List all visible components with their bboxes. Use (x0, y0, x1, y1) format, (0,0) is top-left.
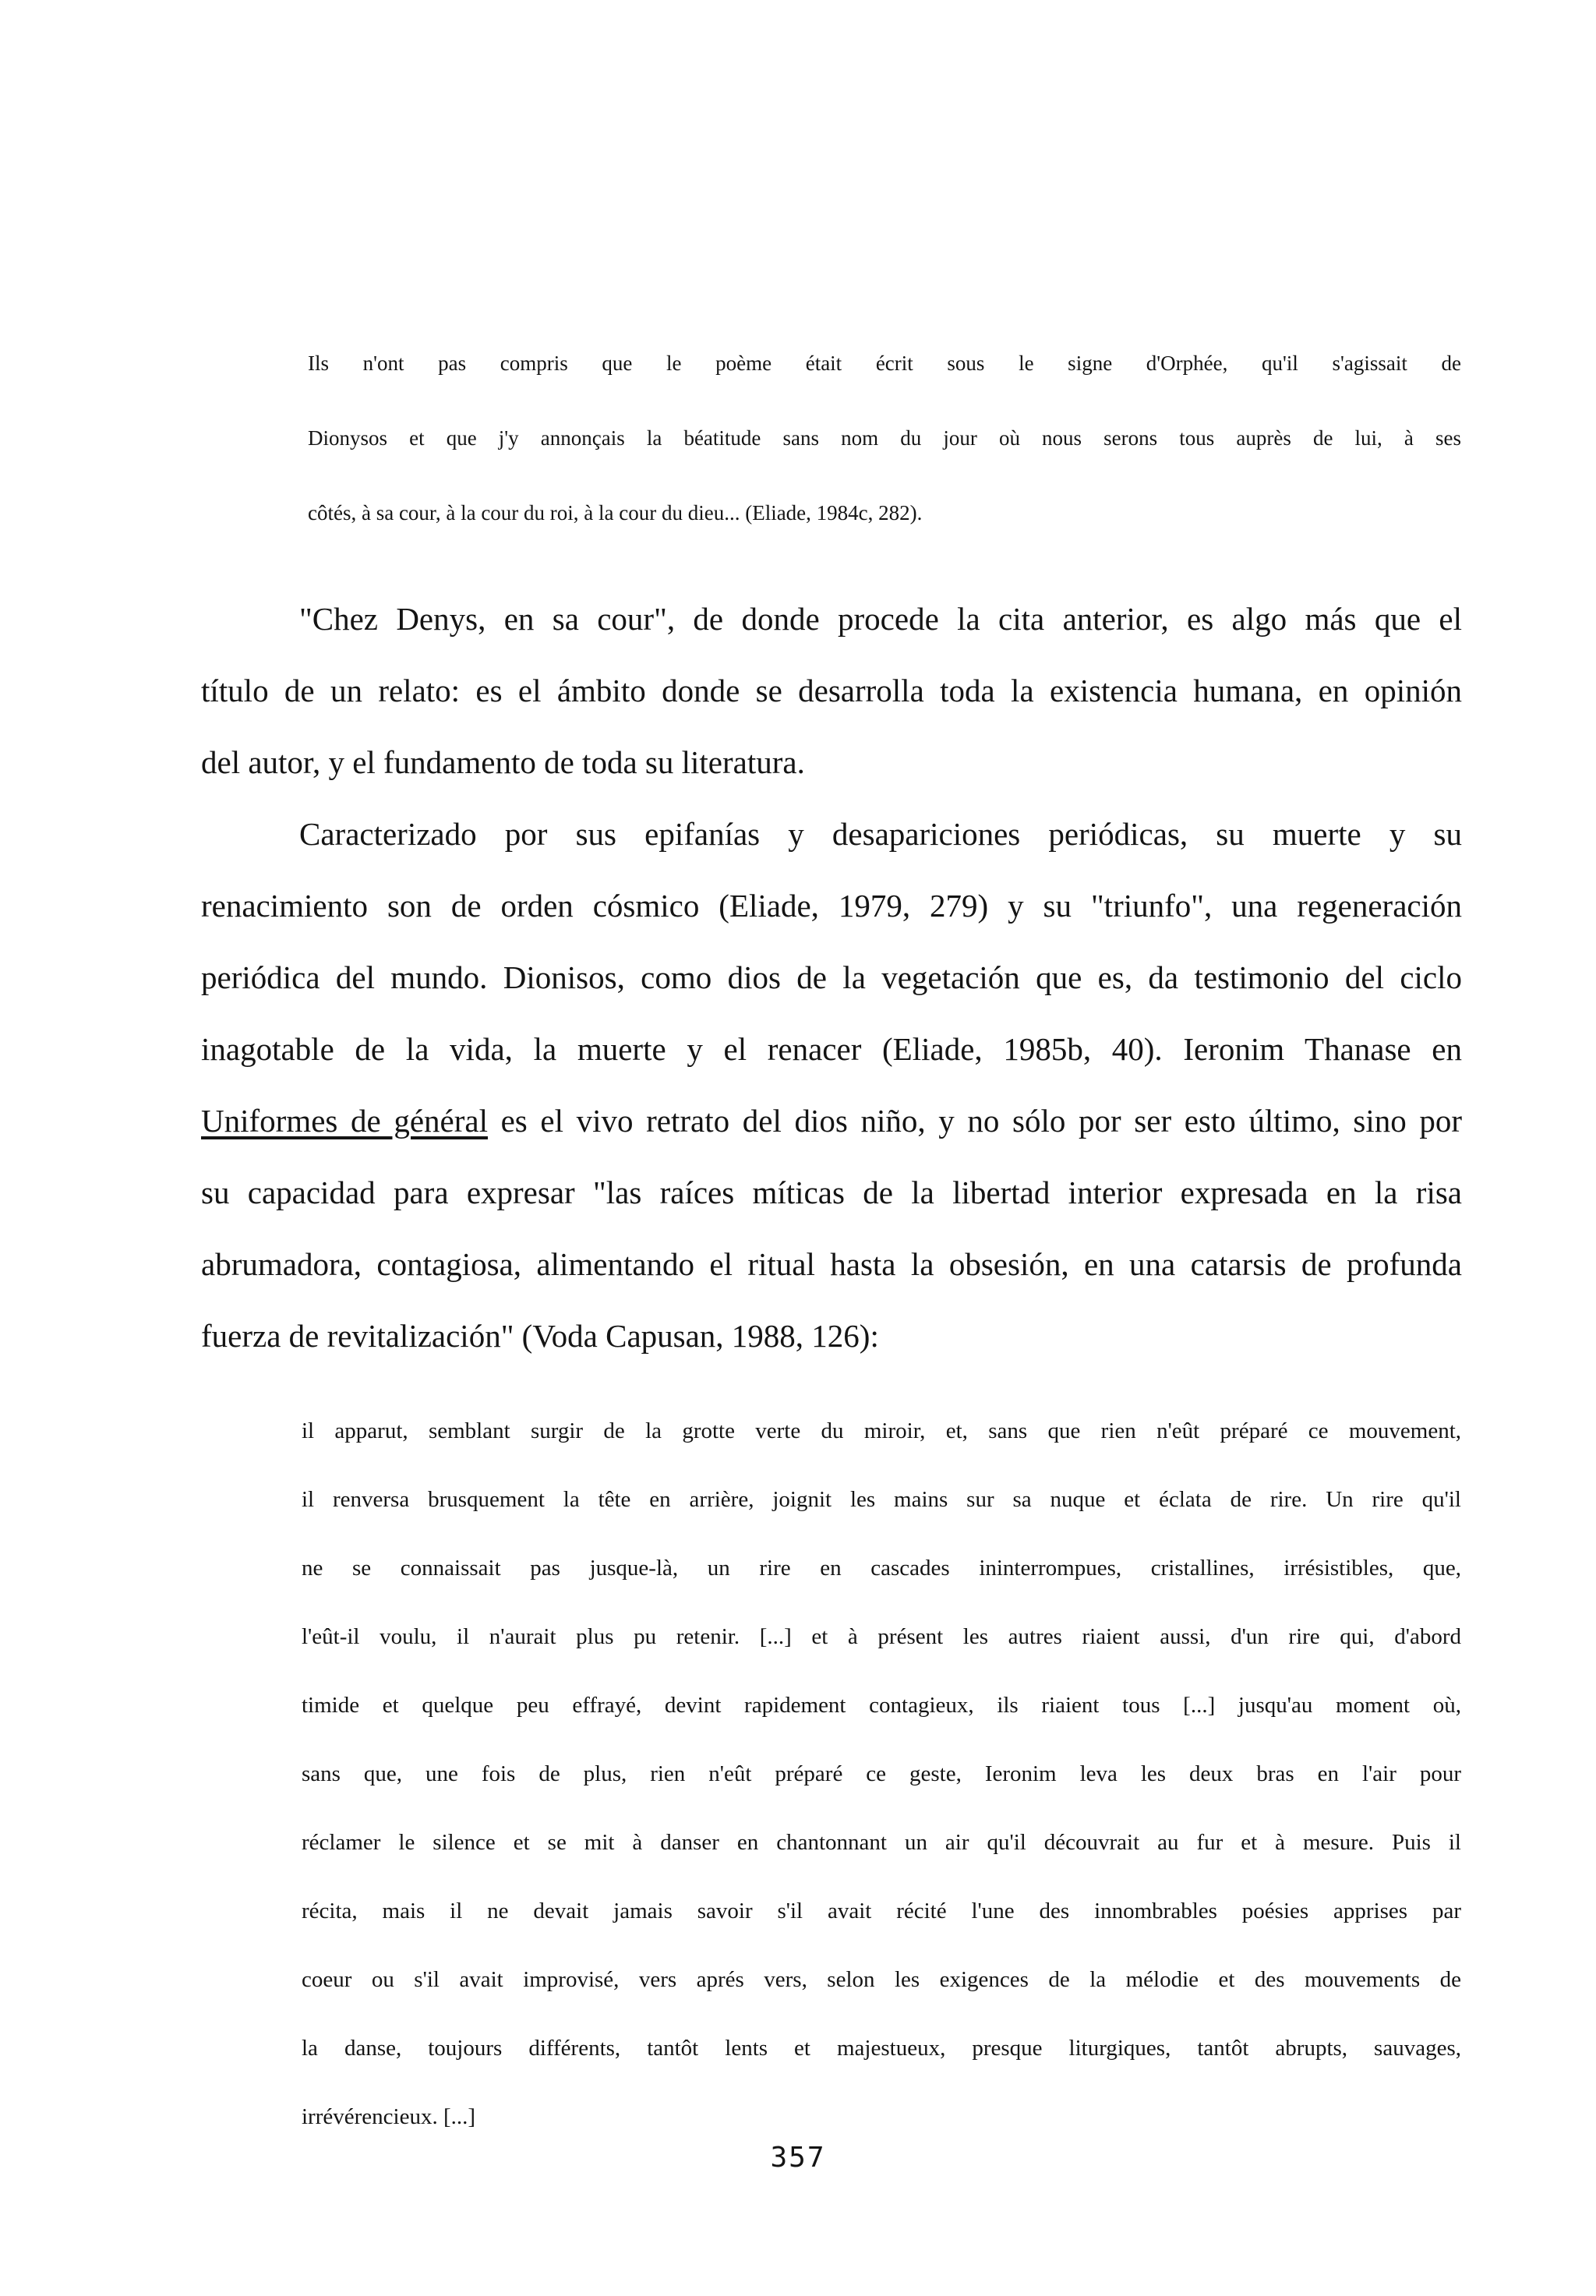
paragraph-1-line: del autor, y el fundamento de toda su literatura. (201, 744, 805, 780)
paragraph-2-line: Caracterizado por sus epifanías y desapariciones periódicas, su muerte y su (299, 816, 1462, 852)
quote-line: Ils n'ont pas compris que le poème était écrit sous le signe d'Orphée, qu'il s'agissait de (308, 351, 1461, 375)
quote-line: la danse, toujours différents, tantôt lents et majestueux, presque liturgiques, tantôt abrupts, sauvages, (302, 2036, 1461, 2061)
paragraph-2-line: periódica del mundo. Dionisos, como dios de la vegetación que es, da testimonio del ciclo (201, 959, 1462, 995)
quote-line: sans que, une fois de plus, rien n'eût préparé ce geste, Ieronim leva les deux bras en l'air pour (302, 1761, 1461, 1786)
book-title: Uniformes de général (201, 1103, 488, 1139)
page-number: 357 (770, 2142, 826, 2174)
paragraph-2-line: su capacidad para expresar "las raíces míticas de la libertad interior expresada en la risa (201, 1174, 1462, 1210)
quote-line: réclamer le silence et se mit à danser en chantonnant un air qu'il découvrait au fur et à mesure. Puis il (302, 1830, 1461, 1855)
paragraph-2-line: abrumadora, contagiosa, alimentando el ritual hasta la obsesión, en una catarsis de profunda (201, 1246, 1462, 1282)
quote-line: coeur ou s'il avait improvisé, vers aprés vers, selon les exigences de la mélodie et des mouvements de (302, 1967, 1461, 1992)
quote-line: côtés, à sa cour, à la cour du roi, à la cour du dieu... (Eliade, 1984c, 282). (308, 501, 923, 525)
paragraph-2-line-rest: es el vivo retrato del dios niño, y no sólo por ser esto último, sino por (487, 1103, 1462, 1139)
block-quote-orphee (308, 326, 1461, 550)
quote-line: irrévérencieux. [...] (302, 2104, 476, 2129)
paragraph-2-line (201, 1085, 1462, 1157)
quote-line: il renversa brusquement la tête en arrière, joignit les mains sur sa nuque et éclata de rire. Un rire qu'il (302, 1487, 1461, 1512)
paragraph-2-line: fuerza de revitalización" (Voda Capusan, 1988, 126): (201, 1318, 879, 1354)
quote-line: l'eût-il voulu, il n'aurait plus pu retenir. [...] et à présent les autres riaient aussi, d'un rire qui, d'abord (302, 1624, 1461, 1649)
quote-line: ne se connaissait pas jusque-là, un rire en cascades ininterrompues, cristallines, irrésistibles, que, (302, 1556, 1461, 1581)
paragraph-1-line: título de un relato: es el ámbito donde se desarrolla toda la existencia humana, en opinión (201, 673, 1462, 708)
body-text (201, 583, 1462, 1372)
quote-line: il apparut, semblant surgir de la grotte verte du miroir, et, sans que rien n'eût préparé ce mouvement, (302, 1418, 1461, 1443)
quote-line: timide et quelque peu effrayé, devint rapidement contagieux, ils riaient tous [...] jusqu'au moment où, (302, 1693, 1461, 1718)
paragraph-2-line: inagotable de la vida, la muerte y el renacer (Eliade, 1985b, 40). Ieronim Thanase en (201, 1031, 1462, 1067)
quote-line: récita, mais il ne devait jamais savoir s'il avait récité l'une des innombrables poésies apprises par (302, 1899, 1461, 1923)
paragraph-2-line: renacimiento son de orden cósmico (Eliade, 1979, 279) y su "triunfo", una regeneración (201, 888, 1462, 924)
block-quote-ieronim (302, 1397, 1461, 2151)
quote-line: Dionysos et que j'y annonçais la béatitude sans nom du jour où nous serons tous auprès de lui, à ses (308, 426, 1461, 450)
paragraph-1-line: "Chez Denys, en sa cour", de donde procede la cita anterior, es algo más que el (299, 601, 1462, 637)
